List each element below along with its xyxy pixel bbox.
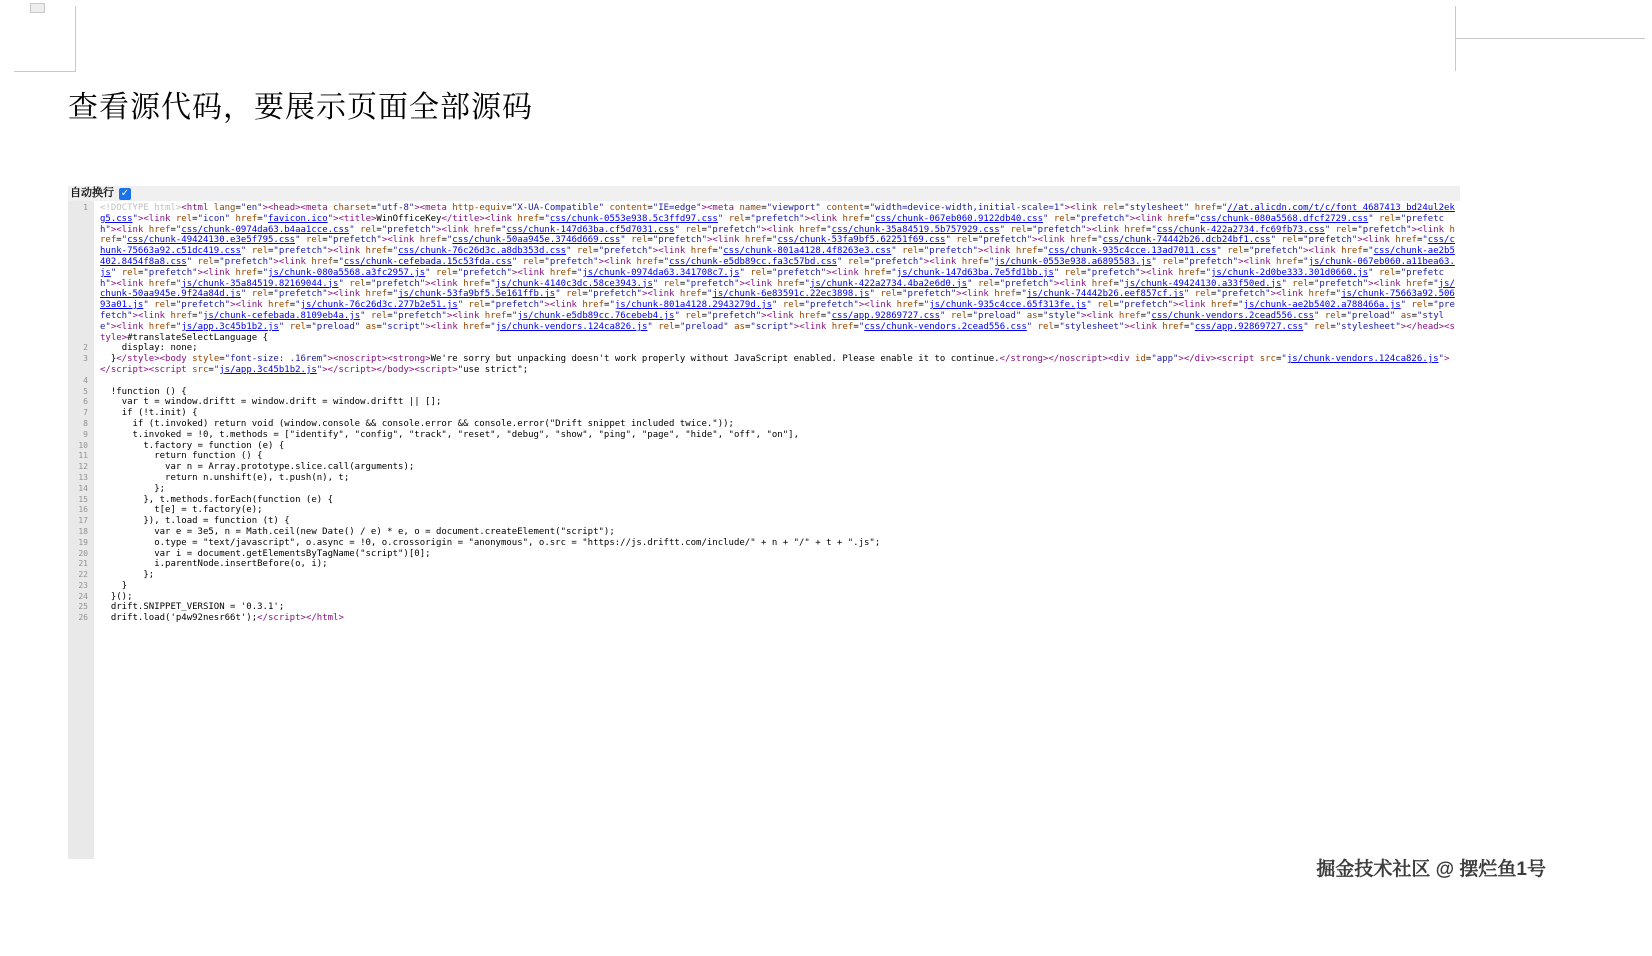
source-link[interactable]: css/chunk-49424130.e3e5f795.css (127, 235, 296, 246)
source-line (68, 462, 1460, 473)
source-line (68, 343, 1460, 354)
source-line-text: var i = document.getElementsByTagName("script")[0]; (100, 548, 431, 559)
source-line (68, 559, 1460, 570)
source-link[interactable]: css/chunk-067eb060.9122db40.css (875, 213, 1044, 224)
source-link[interactable]: css/app.92869727.css (831, 310, 941, 321)
source-link[interactable]: js/chunk-cefebada.8109eb4a.js (202, 310, 361, 321)
source-line (68, 203, 1460, 343)
line-wrap-checkbox[interactable] (119, 188, 131, 200)
source-line (68, 602, 1460, 613)
line-number: 20 (78, 548, 88, 558)
source-link[interactable]: css/chunk-0553e938.5c3ffd97.css (549, 213, 718, 224)
layout-guide-left-horizontal (14, 71, 76, 72)
source-line (68, 538, 1460, 549)
source-link[interactable]: css/chunk-ae2b5402.8454f8a8.css (100, 246, 1455, 267)
line-number: 25 (78, 602, 88, 612)
layout-guide-square (30, 3, 45, 13)
source-link[interactable]: css/chunk-e5db89cc.fa3c57bd.css (669, 256, 838, 267)
source-line-text: if (t.invoked) return void (window.console && console.error && console.error("Drift snippet included twice.")); (100, 418, 734, 429)
source-line-text: t[e] = t.factory(e); (100, 505, 263, 516)
line-number: 5 (83, 386, 88, 396)
source-link[interactable]: js/chunk-4140c3dc.58ce3943.js (495, 278, 653, 289)
source-line-text: i.parentNode.insertBefore(o, i); (100, 559, 328, 570)
source-line (68, 451, 1460, 462)
layout-guide-right-horizontal (1455, 38, 1645, 39)
line-number: 22 (78, 570, 88, 580)
source-line-text: }), t.load = function (t) { (100, 516, 290, 527)
source-line-text: <!DOCTYPE html><html lang="en"><head><meta charset="utf-8"><meta http-equiv="X-UA-Compatible" content="IE=edge"><meta name="viewport" content="width=device-width,initial-scale=1"><link rel="stylesheet" href="//at.alicdn.com/t/c/font_4687413_bd24ul2ekg5.css"><link rel="icon" href="favicon.ico"><title>WinOfficeKey</title><link href="css/chunk-0553e938.5c3ffd97.css" rel="prefetch"><link href="css/chunk-067eb060.9122db40.css" rel="prefetch"><link href="css/chunk-080a5568.dfcf2729.css" rel="prefetch"><link href="css/chunk-0974da63.b4aa1cce.css" rel="prefetch"><link href="css/chunk-147d63ba.cf5d7031.css" rel="prefetch"><link href="css/chunk-35a84519.5b757929.css" rel="prefetch"><link href="css/chunk-422a2734.fc69fb73.css" rel="prefetch"><link href="css/chunk-49424130.e3e5f795.css" rel="prefetch"><link href="css/chunk-50aa945e.3746d669.css" rel="prefetch"><link href="css/chunk-53fa9bf5.62251f69.css" rel="prefetch"><link href="css/chunk-74442b26.dcb24bf1.css" rel="prefetch"><link href="css/chunk-75663a92.c51dc419.css" rel="prefetch"><link href="css/chunk-76c26d3c.a8db353d.css" rel="prefetch"><link href="css/chunk-801a4128.4f8263e3.css" rel="prefetch"><link href="css/chunk-935c4cce.13ad7011.css" rel="prefetch"><link href="css/chunk-ae2b5402.8454f8a8.css" rel="prefetch"><link href="css/chunk-cefebada.15c53fda.css" rel="prefetch"><link href="css/chunk-e5db89cc.fa3c57bd.css" rel="prefetch"><link href="js/chunk-0553e938.a6895583.js" rel="prefetch"><link href="js/chunk-067eb060.a11bea63.js" rel="prefetch"><link href="js/chunk-080a5568.a3fc2957.js" rel="prefetch"><link href="js/chunk-0974da63.341708c7.js" rel="prefetch"><link href="js/chunk-147d63ba.7e5fd1bb.js" rel="prefetch"><link href="js/chunk-2d0be333.301d0660.js" rel="prefetch"><link href="js/chunk-35a84519.82169044.js" rel="prefetch"><link href="js/chunk-4140c3dc.58ce3943.js" rel="prefetch"><link href="js/chunk-422a2734.4ba2e6d0.js" rel="prefetch"><link href="js/chunk-49424130.a33f50ed.js" rel="prefetch"><link href="js/chunk-50aa945e.9f24a84d.js" rel="prefetch"><link href="js/chunk-53fa9bf5.5e161ffb.js" rel="prefetch"><link href="js/chunk-6e83591c.22ec3898.js" rel="prefetch"><link href="js/chunk-74442b26.eef857cf.js" rel="prefetch"><link href="js/chunk-75663a92.50693a01.js" rel="prefetch"><link href="js/chunk-76c26d3c.277b2e51.js" rel="prefetch"><link href="js/chunk-801a4128.2943279d.js" rel="prefetch"><link href="js/chunk-935c4cce.65f313fe.js" rel="prefetch"><link href="js/chunk-ae2b5402.a788466a.js" rel="prefetch"><link href="js/chunk-cefebada.8109eb4a.js" rel="prefetch"><link href="js/chunk-e5db89cc.76cebeb4.js" rel="prefetch"><link href="css/app.92869727.css" rel="preload" as="style"><link href="css/chunk-vendors.2cead556.css" rel="preload" as="style"><link href="js/app.3c45b1b2.js" rel="preload" as="script"><link href="js/chunk-vendors.124ca826.js" rel="preload" as="script"><link href="css/chunk-vendors.2cead556.css" rel="stylesheet"><link href="css/app.92869727.css" rel="stylesheet"></head><style>#translateSelectLanguage { (100, 203, 1455, 343)
line-number: 19 (78, 537, 88, 547)
watermark: 掘金技术社区 @ 摆烂鱼1号 (1316, 859, 1546, 880)
source-line (68, 495, 1460, 506)
source-link[interactable]: js/chunk-0974da63.341708c7.js (582, 267, 740, 278)
source-link[interactable]: css/chunk-76c26d3c.a8db353d.css (398, 246, 567, 257)
source-line (68, 516, 1460, 527)
line-number: 2 (83, 343, 88, 353)
source-link[interactable]: js/chunk-801a4128.2943279d.js (614, 300, 773, 311)
source-line (68, 397, 1460, 408)
source-link[interactable]: js/chunk-49424130.a33f50ed.js (1124, 278, 1282, 289)
source-line (68, 430, 1460, 441)
source-link[interactable]: js/chunk-e5db89cc.76cebeb4.js (517, 310, 675, 321)
line-number: 11 (78, 451, 88, 461)
source-link[interactable]: js/chunk-080a5568.a3fc2957.js (268, 267, 426, 278)
view-source-toolbar (68, 186, 1460, 201)
source-link[interactable]: js/app.3c45b1b2.js (181, 321, 279, 332)
source-line (68, 354, 1460, 376)
line-number: 26 (78, 613, 88, 623)
source-line (68, 387, 1460, 398)
source-link[interactable]: js/chunk-50aa945e.9f24a84d.js (100, 278, 1455, 300)
source-line-text: drift.load('p4w92nesr66t');</script></html> (100, 613, 344, 624)
source-link[interactable]: css/chunk-74442b26.dcb24bf1.css (1102, 235, 1271, 246)
source-line-text: }; (100, 483, 166, 494)
line-wrap-label: 自动换行 (70, 187, 114, 199)
source-link[interactable]: css/chunk-801a4128.4f8263e3.css (723, 246, 892, 257)
line-number: 24 (78, 591, 88, 601)
line-number: 15 (78, 494, 88, 504)
source-link[interactable]: favicon.ico (268, 213, 328, 224)
source-link[interactable]: js/chunk-76c26d3c.277b2e51.js (300, 300, 458, 311)
line-number: 13 (78, 472, 88, 482)
line-number: 4 (83, 375, 88, 385)
source-line-text: o.type = "text/javascript", o.async = !0, o.crossorigin = "anonymous", o.src = "https://js.driftt.com/include/" + n + "/" + t + ".js"; (100, 537, 881, 548)
source-link[interactable]: js/chunk-935c4cce.65f313fe.js (929, 300, 1087, 311)
source-link[interactable]: js/chunk-75663a92.50693a01.js (100, 289, 1455, 311)
source-line (68, 549, 1460, 560)
line-number: 9 (83, 429, 88, 439)
source-line-text: t.factory = function (e) { (100, 440, 285, 451)
source-link[interactable]: js/chunk-vendors.124ca826.js (495, 321, 648, 332)
source-line (68, 592, 1460, 603)
source-link[interactable]: js/chunk-147d63ba.7e5fd1bb.js (896, 267, 1054, 278)
source-link[interactable]: css/chunk-147d63ba.cf5d7031.css (506, 224, 675, 235)
source-link[interactable]: css/chunk-0974da63.b4aa1cce.css (181, 224, 350, 235)
source-line (68, 441, 1460, 452)
source-line (68, 419, 1460, 430)
source-line (68, 473, 1460, 484)
source-link[interactable]: js/app.3c45b1b2.js (219, 364, 317, 375)
source-line (68, 527, 1460, 538)
layout-guide-left-vertical (75, 6, 76, 71)
source-link[interactable]: css/chunk-080a5568.dfcf2729.css (1200, 213, 1369, 224)
source-line (68, 570, 1460, 581)
source-line-text: if (!t.init) { (100, 408, 198, 419)
line-number: 1 (83, 203, 88, 212)
line-number: 6 (83, 397, 88, 407)
source-line-text: }</style><body style="font-size: .16rem"><noscript><strong>We're sorry but unpacking doesn't work properly without JavaScript enabled. Please enable it to continue.</strong></noscript><div id="app"></div><script src="js/chunk-vendors.124ca826.js"></script><script src="js/app.3c45b1b2.js"></script></body><script>"use strict"; (100, 354, 1450, 375)
source-link[interactable]: js/chunk-vendors.124ca826.js (1286, 354, 1439, 365)
source-line-text: }, t.methods.forEach(function (e) { (100, 494, 334, 505)
source-line-text: return n.unshift(e), t.push(n), t; (100, 472, 350, 483)
source-line-text: return function () { (100, 451, 263, 462)
source-line (68, 376, 1460, 387)
source-link[interactable]: js/chunk-422a2734.4ba2e6d0.js (809, 278, 968, 289)
source-line-text: t.invoked = !0, t.methods = ["identify", "config", "track", "reset", "debug", "show", "ping", "page", "hide", "off", "on"], (100, 429, 799, 440)
line-number: 17 (78, 516, 88, 526)
line-number: 21 (78, 559, 88, 569)
source-line-text: var n = Array.prototype.slice.call(arguments); (100, 462, 415, 473)
source-link[interactable]: js/chunk-0553e938.a6895583.js (994, 256, 1152, 267)
source-line (68, 505, 1460, 516)
line-number: 3 (83, 354, 88, 364)
source-link[interactable]: js/chunk-6e83591c.22ec3898.js (712, 289, 870, 300)
source-link[interactable]: css/chunk-35a84519.5b757929.css (831, 224, 1000, 235)
page-title: 查看源代码，要展示页面全部源码 (68, 91, 533, 124)
source-line-text: }(); (100, 591, 133, 602)
source-line-text (93, 376, 1460, 387)
source-link[interactable]: js/chunk-2d0be333.301d0660.js (1211, 267, 1369, 278)
source-lines (68, 203, 1460, 624)
source-link[interactable]: js/chunk-74442b26.eef857cf.js (1026, 289, 1184, 300)
source-link[interactable]: //at.alicdn.com/t/c/font_4687413_bd24ul2ekg5.css (100, 203, 1455, 224)
line-number: 10 (78, 440, 88, 450)
source-line-text: } (100, 580, 128, 591)
source-line (68, 408, 1460, 419)
source-line-text: display: none; (100, 343, 198, 354)
source-link[interactable]: css/chunk-935c4cce.13ad7011.css (1048, 246, 1217, 257)
line-number: 23 (78, 580, 88, 590)
source-line-text: !function () { (100, 386, 187, 397)
source-line (68, 484, 1460, 495)
line-number: 18 (78, 526, 88, 536)
source-link[interactable]: js/chunk-067eb060.a11bea63.js (100, 256, 1455, 278)
line-number: 14 (78, 483, 88, 493)
view-source-pane (68, 186, 1460, 859)
source-line (68, 581, 1460, 592)
source-line-text: drift.SNIPPET_VERSION = '0.3.1'; (100, 602, 285, 613)
source-line (68, 613, 1460, 624)
source-link[interactable]: css/chunk-422a2734.fc69fb73.css (1156, 224, 1325, 235)
source-link[interactable]: css/chunk-75663a92.c51dc419.css (100, 235, 1455, 257)
source-link[interactable]: css/chunk-53fa9bf5.62251f69.css (777, 235, 946, 246)
source-line-text: }; (100, 570, 155, 581)
line-number: 16 (78, 505, 88, 515)
line-number: 7 (83, 408, 88, 418)
line-number: 8 (83, 418, 88, 428)
source-line-text: var t = window.driftt = window.drift = window.driftt || []; (100, 397, 442, 408)
source-link[interactable]: css/chunk-50aa945e.3746d669.css (452, 235, 621, 246)
source-link[interactable]: css/app.92869727.css (1194, 321, 1304, 332)
line-number: 12 (78, 462, 88, 472)
source-link[interactable]: js/chunk-35a84519.82169044.js (181, 278, 339, 289)
source-link[interactable]: js/chunk-53fa9bf5.5e161ffb.js (398, 289, 556, 300)
source-link[interactable]: js/chunk-ae2b5402.a788466a.js (1243, 300, 1401, 311)
source-code-area (68, 201, 1460, 859)
source-link[interactable]: css/chunk-vendors.2cead556.css (1151, 310, 1314, 321)
source-line-text: var e = 3e5, n = Math.ceil(new Date() / e) * e, o = document.createElement("script"); (100, 526, 615, 537)
source-link[interactable]: css/chunk-vendors.2cead556.css (864, 321, 1027, 332)
source-link[interactable]: css/chunk-cefebada.15c53fda.css (343, 256, 512, 267)
